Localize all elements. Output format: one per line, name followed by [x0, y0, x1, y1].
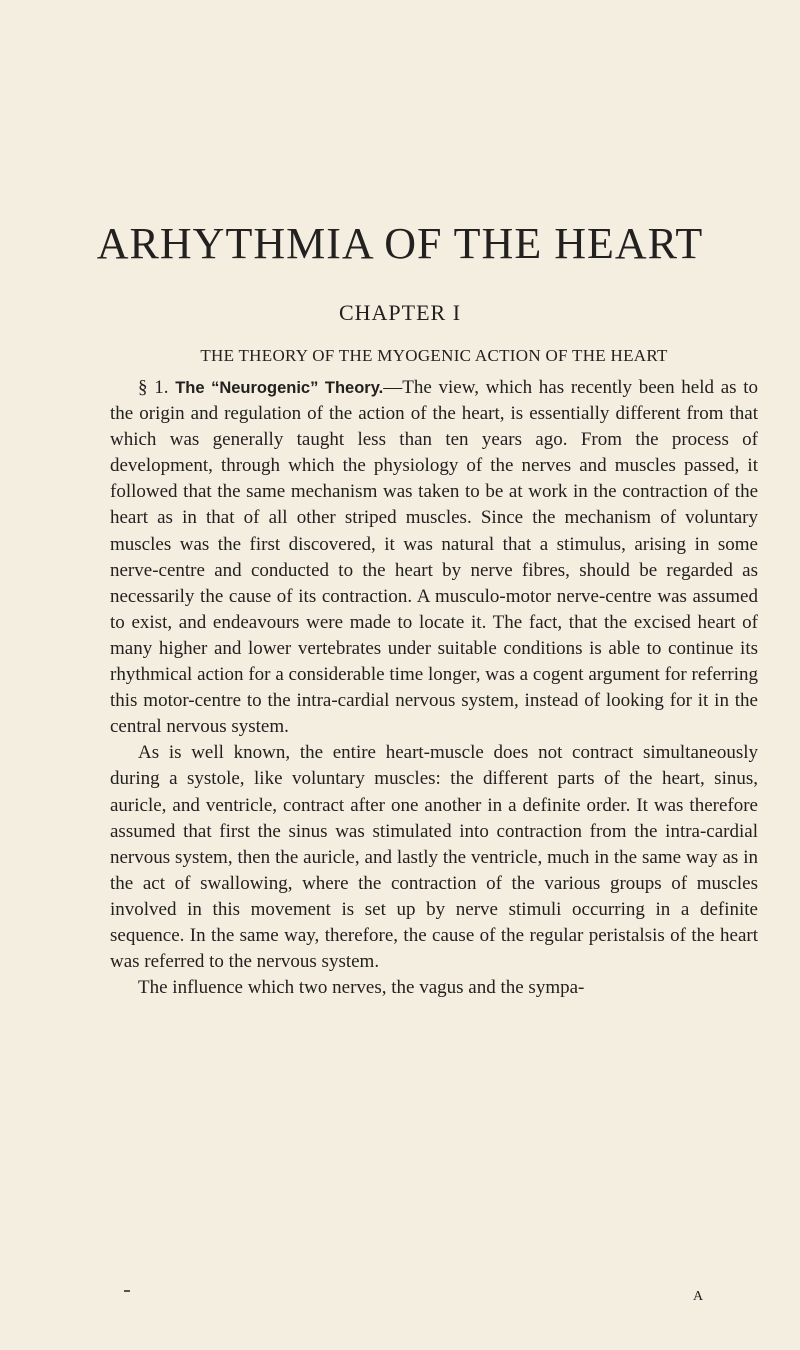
body-paragraph: The influence which two nerves, the vagus and the sympa- [138, 977, 585, 999]
section-heading: The “Neurogenic” Theory. [175, 379, 384, 397]
printer-mark [124, 1290, 130, 1292]
body-paragraph: As is well known, the entire heart-muscle does not contract simultaneously during a systole, like voluntary muscles: the different parts of the heart, sinus, auricle, and ventricle, contract after one another in a definite order. It was therefore assumed that first the sinus was stimulated into contraction from the intra-cardial nervous system, then the auricle, and lastly the ventricle, much in the same way as in the act of swallowing, where the contraction of the various groups of muscles involved in this movement is set up by nerve stimuli occurring in a definite sequence. In the same way, therefore, the cause of the regular peristalsis of the heart was referred to the nervous system. [110, 742, 758, 973]
chapter-title: THE THEORY OF THE MYOGENIC ACTION OF THE HEART [200, 346, 668, 365]
book-title: ARHYTHMIA OF THE HEART [96, 219, 704, 268]
chapter-label: CHAPTER I [338, 300, 462, 325]
body-text [110, 375, 758, 1001]
section-intro-text: —The view, which has recently been held as to the origin and regulation of the action of the heart, is essentially different from that which was generally taught less than ten years ago. From the process of development, through which the physiology of the nerves and muscles passed, it followed that the same mechanism was taken to be at work in the contraction of the heart as in that of all other striped muscles. Since the mechanism of voluntary muscles was the first discovered, it was natural that a stimulus, arising in some nerve-centre and conducted to the heart by nerve fibres, should be regarded as necessarily the cause of its contraction. A musculo-motor nerve-centre was assumed to exist, and endeavours were made to locate it. The fact, that the excised heart of many higher and lower vertebrates under suitable conditions is able to continue its rhythmical action for a considerable time longer, was a cogent argument for referring this motor-centre to the intra-cardial nervous system, instead of looking for it in the central nervous system. [110, 377, 759, 738]
section-mark: § 1. [138, 377, 169, 398]
section-paragraph [110, 375, 758, 740]
signature-mark: A [693, 1289, 704, 1304]
